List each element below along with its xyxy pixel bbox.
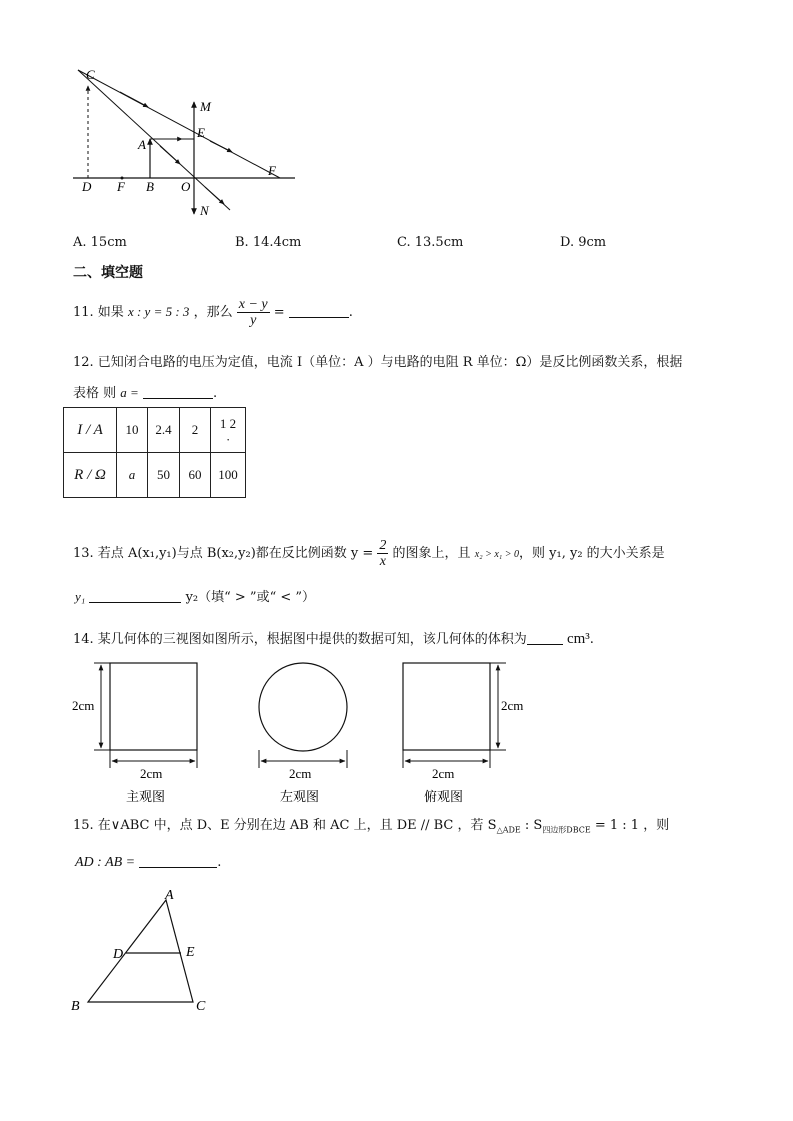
q11-equals: =	[273, 305, 289, 320]
q11-numerator: x − y	[238, 297, 268, 312]
lens-diagram	[60, 60, 310, 225]
triangle-diagram	[65, 880, 225, 1015]
label-f-right: F	[268, 163, 276, 178]
table-cell: 2.4	[148, 408, 180, 453]
current-resistance-table	[63, 407, 246, 498]
front-height-label: 2cm	[72, 698, 95, 713]
question-12-line2	[73, 385, 217, 402]
q11-answer-blank[interactable]	[289, 305, 349, 318]
q13-mid: 的图象上，且	[392, 546, 471, 561]
label-f-left: F	[117, 179, 125, 194]
question-13-line2	[75, 589, 315, 606]
q15-end: .	[217, 855, 222, 870]
front-view-square	[110, 663, 197, 750]
label-b: B	[146, 179, 154, 194]
table-cell: 50	[148, 453, 180, 498]
label-d: D	[113, 947, 124, 962]
front-view-caption: 主观图	[126, 790, 166, 805]
q13-numerator: 2	[379, 538, 387, 553]
q13-prefix: 13. 若点 A(x₁,y₁)与点 B(x₂,y₂)都在反比例函数 y =	[73, 546, 374, 561]
triangle-abc	[88, 900, 193, 1002]
ray-ef-arrow	[210, 141, 232, 152]
label-e: E	[197, 125, 205, 140]
q14-end: .	[589, 632, 594, 647]
q11-prefix: 11. 如果	[73, 305, 124, 320]
q13-denominator: x	[379, 554, 387, 569]
section-title: 二、填空题	[73, 265, 143, 281]
top-height-label: 2cm	[501, 698, 524, 713]
option-b: B. 14.4cm	[235, 235, 302, 250]
q11-denominator: y	[250, 313, 257, 328]
top-width-label: 2cm	[432, 766, 455, 781]
front-width-label: 2cm	[140, 766, 163, 781]
q12-end: .	[212, 386, 218, 401]
label-a: A	[138, 137, 146, 152]
label-d: D	[82, 179, 92, 194]
q13-condition: x₂ > x₁ > 0	[474, 549, 520, 560]
left-view-circle	[259, 663, 347, 751]
label-e: E	[186, 945, 195, 960]
q14-unit: cm³	[566, 631, 590, 647]
table-cell: 100	[211, 453, 246, 498]
table-cell: a	[117, 453, 148, 498]
three-view-diagram	[60, 655, 550, 810]
q11-ratio: x : y = 5 : 3	[127, 304, 190, 319]
table-cell: 2	[180, 408, 211, 453]
left-view-caption: 左观图	[280, 790, 320, 805]
q15-ratio: = 1 : 1 ，则	[590, 818, 670, 833]
q12-line2-prefix: 表格 则	[73, 386, 121, 401]
option-a: A. 15cm	[73, 235, 127, 250]
option-c: C. 13.5cm	[397, 235, 464, 250]
q11-mid: ，那么	[193, 305, 233, 320]
question-15-line2	[75, 855, 221, 871]
q13-answer-blank[interactable]	[89, 590, 181, 603]
table-cell: 10	[117, 408, 148, 453]
ray-on-arrow	[205, 187, 224, 204]
q14-answer-blank[interactable]	[527, 632, 563, 645]
question-11	[73, 297, 353, 328]
table-cell: 60	[180, 453, 211, 498]
ray-ao-arrow	[160, 146, 180, 164]
q15-text: 15. 在∨ABC 中，点 D、E 分别在边 AB 和 AC 上，且 DE // BC ，若 S	[73, 818, 497, 833]
q13-fraction	[377, 538, 388, 569]
table-cell-last	[211, 408, 246, 453]
left-width-label: 2cm	[289, 766, 312, 781]
top-view-caption: 俯观图	[424, 790, 464, 805]
table-header-resistance: R / Ω	[64, 453, 117, 498]
table-header-current: I / A	[64, 408, 117, 453]
q15-answer-blank[interactable]	[139, 855, 217, 868]
option-d: D. 9cm	[560, 235, 607, 250]
q15-ratio-expr: AD : AB =	[75, 855, 136, 870]
q14-text: 14. 某几何体的三视图如图所示，根据图中提供的数据可知，该几何体的体积为	[73, 632, 527, 647]
label-n: N	[200, 203, 209, 218]
q13-suffix: ，则 y₁, y₂ 的大小关系是	[519, 546, 665, 561]
table-row	[64, 408, 246, 453]
table-row	[64, 453, 246, 498]
q13-y2-hint: y₂（填“ > ”或“ < ”）	[185, 590, 316, 605]
q11-end: .	[348, 305, 353, 320]
label-o: O	[181, 179, 191, 194]
label-m: M	[200, 99, 211, 114]
q12-var: a =	[120, 385, 139, 400]
top-view-square	[403, 663, 490, 750]
question-12-line1: 12. 已知闭合电路的电压为定值，电流 I（单位：A ）与电路的电阻 R 单位：Ω）是反比例函数关系，根据	[73, 355, 683, 370]
table-cell-dot: ·	[226, 432, 231, 447]
label-c: C	[196, 999, 206, 1014]
label-a: A	[165, 888, 174, 903]
q13-y1: y₁	[75, 589, 86, 604]
q15-colon: : S	[520, 818, 543, 833]
ray-cef	[78, 70, 280, 178]
question-13-line1	[73, 538, 665, 569]
label-c: C	[86, 67, 95, 82]
ray-ce-arrow	[120, 92, 148, 107]
label-b: B	[71, 999, 80, 1014]
q15-sub1: △ADE	[496, 825, 521, 835]
table-cell-value: 1 2	[219, 416, 237, 431]
question-15-line1	[73, 818, 669, 839]
q11-fraction	[237, 297, 270, 328]
q12-answer-blank[interactable]	[143, 386, 213, 399]
question-14	[73, 631, 594, 648]
q15-sub2: 四边形DBCE	[542, 825, 591, 835]
